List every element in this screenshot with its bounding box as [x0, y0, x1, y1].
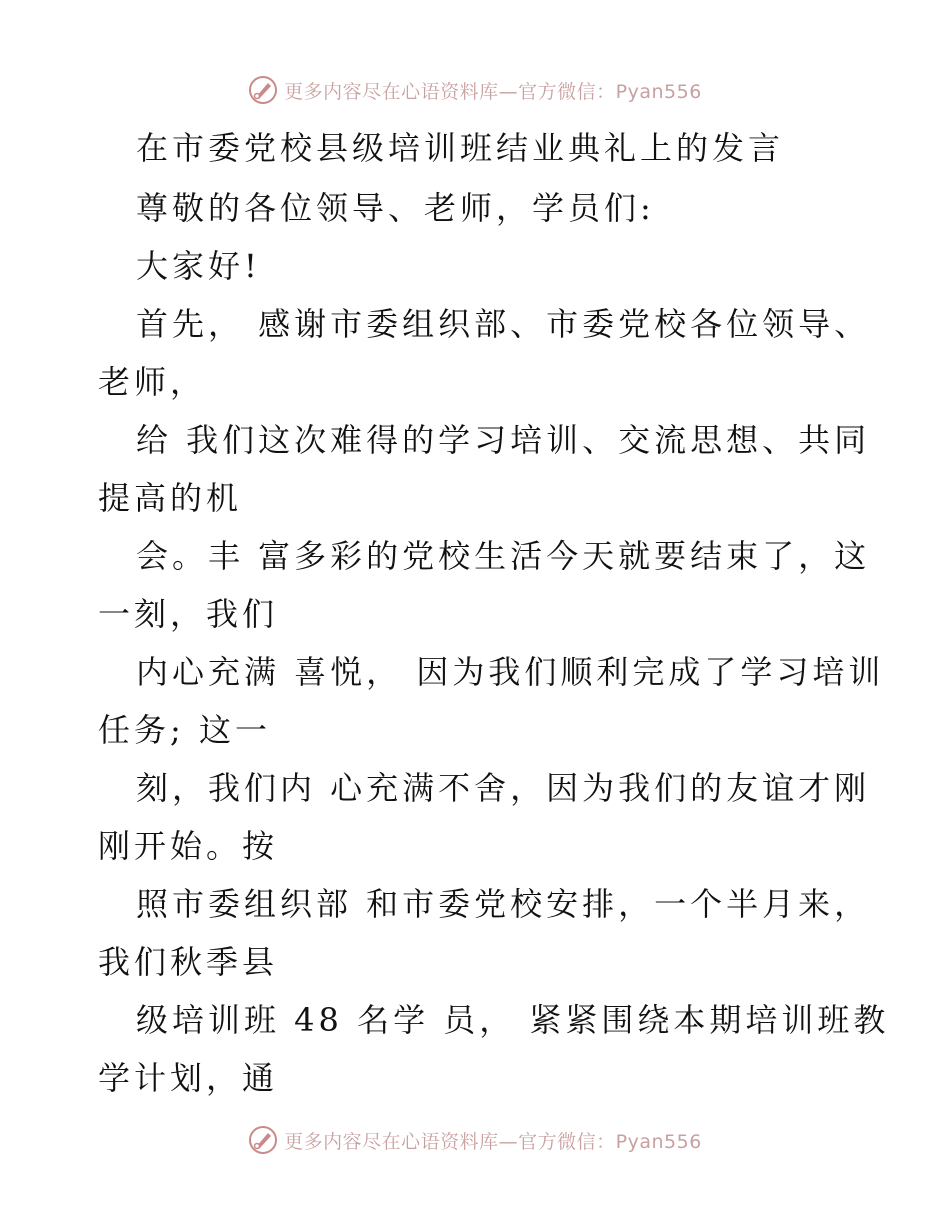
- paragraph-line: 一刻，我们: [98, 595, 279, 633]
- paragraph-line: 会。丰 富多彩的党校生活今天就要结束了，这: [136, 537, 871, 575]
- pen-nib-logo-icon: [248, 1125, 278, 1155]
- paragraph-line: 首先， 感谢市委组织部、市委党校各位领导、: [136, 305, 871, 343]
- paragraph-line: 内心充满 喜悦， 因为我们顺利完成了学习培训: [136, 653, 885, 691]
- paragraph-line: 老师，: [98, 363, 207, 401]
- paragraph-line: 提高的机: [98, 479, 243, 517]
- header-watermark-text: 更多内容尽在心语资料库—官方微信：Pyan556: [284, 80, 702, 103]
- footer-watermark-text: 更多内容尽在心语资料库—官方微信：Pyan556: [284, 1130, 702, 1153]
- paragraph-line: 照市委组织部 和市委党校安排，一个半月来，: [136, 885, 871, 923]
- paragraph-line: 刚开始。按: [98, 827, 279, 865]
- paragraph-line: 学计划，通: [98, 1059, 279, 1097]
- paragraph-line: 我们秋季县: [98, 943, 279, 981]
- document-title: 在市委党校县级培训班结业典礼上的发言: [136, 129, 785, 167]
- greeting-line: 大家好!: [136, 247, 261, 285]
- pen-nib-logo-icon: [248, 75, 278, 105]
- header-watermark-banner: [0, 70, 950, 110]
- paragraph-line: 任务; 这一: [98, 711, 271, 749]
- paragraph-line: 级培训班 48 名学 员， 紧紧围绕本期培训班教: [136, 1001, 890, 1039]
- footer-watermark-banner: [0, 1120, 950, 1160]
- paragraph-line: 给 我们这次难得的学习培训、交流思想、共同: [136, 421, 871, 459]
- paragraph-line: 刻，我们内 心充满不舍，因为我们的友谊才刚: [136, 769, 871, 807]
- salutation-line: 尊敬的各位领导、老师，学员们:: [136, 189, 655, 227]
